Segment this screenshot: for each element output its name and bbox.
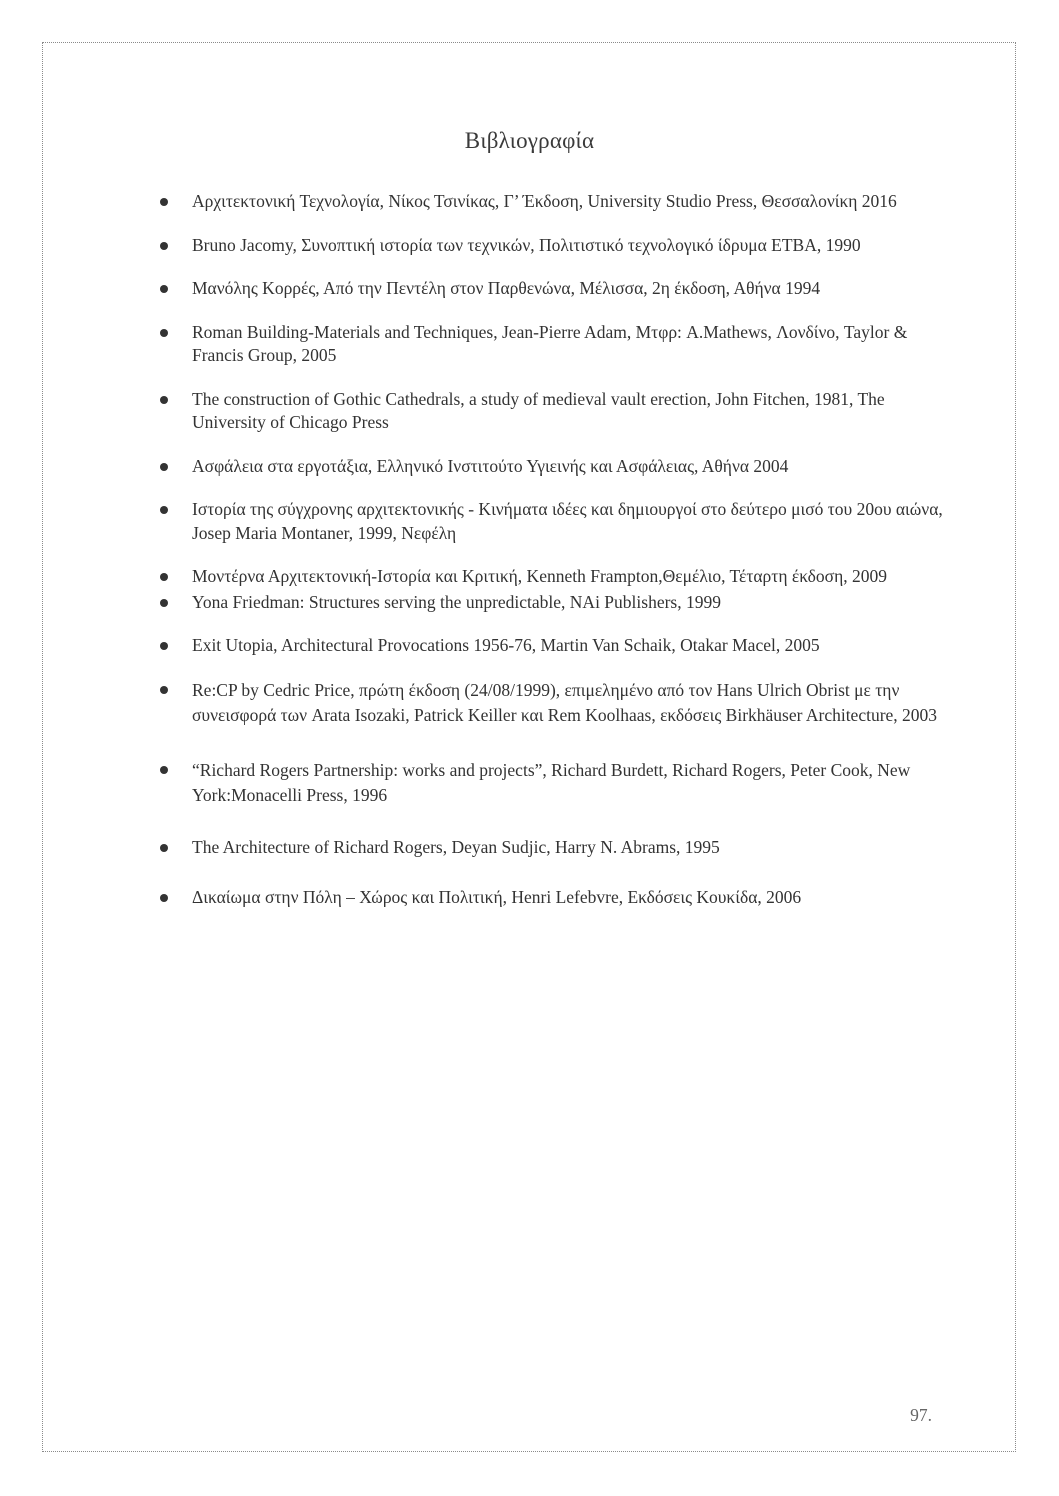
list-item-text: Yona Friedman: Structures serving the unpredictable, NAi Publishers, 1999 <box>192 591 721 612</box>
page-number: 97. <box>910 1405 932 1425</box>
list-item-text: Δικαίωμα στην Πόλη – Χώρος και Πολιτική, Henri Lefebvre, Εκδόσεις Κουκίδα, 2006 <box>192 887 802 907</box>
bullet-icon <box>160 894 168 902</box>
bullet-icon <box>160 396 168 404</box>
list-item <box>160 277 950 301</box>
bullet-icon <box>160 642 168 650</box>
page-title: Βιβλιογραφία <box>464 128 595 153</box>
bullet-icon <box>160 242 168 250</box>
bullet-icon <box>160 285 168 293</box>
list-item <box>160 190 950 214</box>
list-item <box>160 591 950 615</box>
list-item <box>160 234 950 258</box>
bullet-icon <box>160 844 168 852</box>
list-item <box>160 758 950 809</box>
list-item <box>160 836 950 860</box>
list-item-text: Bruno Jacomy, Συνοπτική ιστορία των τεχνικών, Πολιτιστικό τεχνολογικό ίδρυμα ΕΤΒΑ, 1990 <box>192 234 861 255</box>
list-item <box>160 634 950 658</box>
list-item-text: Αρχιτεκτονική Τεχνολογία, Νίκος Τσινίκας, Γ’ Έκδοση, University Studio Press, Θεσσαλονίκη 2016 <box>192 191 897 211</box>
bibliography-list <box>160 190 950 910</box>
list-item-text: Ασφάλεια στα εργοτάξια, Ελληνικό Ινστιτούτο Υγιεινής και Ασφάλειας, Αθήνα 2004 <box>192 455 789 476</box>
list-item-text: Re:CP by Cedric Price, πρώτη έκδοση (24/08/1999), επιμελημένο από τον Hans Ulrich Obrist με την συνεισφορά των Arata Isozaki, Patrick Keiller και Rem Koolhaas, εκδόσεις Birkhäuser Architecture, 2003 <box>192 679 938 725</box>
bullet-icon <box>160 573 168 581</box>
list-item-text: Ιστορία της σύγχρονης αρχιτεκτονικής - Κινήματα ιδέες και δημιουργοί στο δεύτερο μισό του 20ου αιώνα, Josep Maria Montaner, 1999, Νεφέλη <box>192 499 943 543</box>
list-item <box>160 678 950 729</box>
list-item <box>160 565 950 589</box>
bullet-icon <box>160 506 168 514</box>
list-item-text: Μοντέρνα Αρχιτεκτονική-Ιστορία και Κριτική, Kenneth Frampton,Θεμέλιο, Τέταρτη έκδοση, 2009 <box>192 566 887 586</box>
list-item-text: “Richard Rogers Partnership: works and projects”, Richard Burdett, Richard Rogers, Peter Cook, New York:Monacelli Press, 1996 <box>192 759 911 805</box>
list-item-text: The Architecture of Richard Rogers, Deyan Sudjic, Harry N. Abrams, 1995 <box>192 836 720 857</box>
list-item <box>160 388 950 435</box>
bullet-icon <box>160 686 168 694</box>
list-item-text: Roman Building-Materials and Techniques, Jean-Pierre Adam, Μτφρ: A.Mathews, Λονδίνο, Taylor & Francis Group, 2005 <box>192 321 908 365</box>
bullet-icon <box>160 329 168 337</box>
list-item-text: Μανόλης Κορρές, Από την Πεντέλη στον Παρθενώνα, Μέλισσα, 2η έκδοση, Αθήνα 1994 <box>192 278 821 298</box>
list-item <box>160 498 950 545</box>
list-item-text: The construction of Gothic Cathedrals, a study of medieval vault erection, John Fitchen, 1981, The University of Chicago Press <box>192 388 885 432</box>
bullet-icon <box>160 599 168 607</box>
bullet-icon <box>160 463 168 471</box>
bullet-icon <box>160 198 168 206</box>
list-item <box>160 321 950 368</box>
bullet-icon <box>160 766 168 774</box>
list-item-text: Exit Utopia, Architectural Provocations 1956-76, Martin Van Schaik, Otakar Macel, 2005 <box>192 635 820 655</box>
list-item <box>160 455 950 479</box>
list-item <box>160 886 950 910</box>
